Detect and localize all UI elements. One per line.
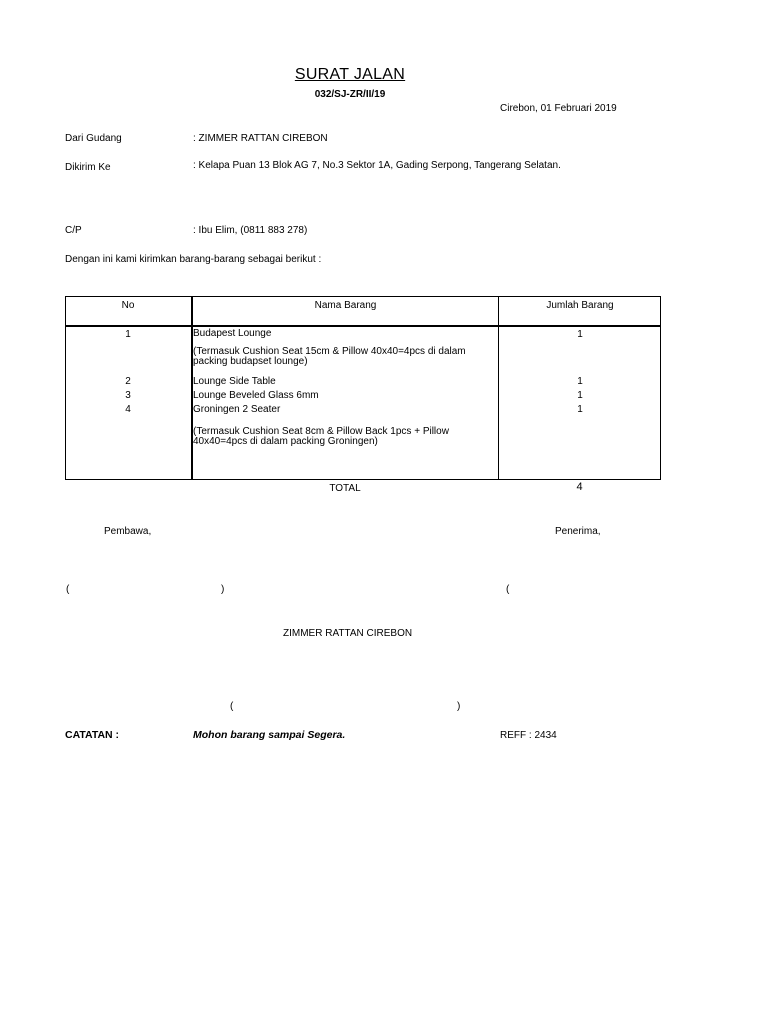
row-note: (Termasuk Cushion Seat 15cm & Pillow 40x40=4pcs di dalam packing budapset lounge) (193, 346, 466, 367)
row-qty: 1 (577, 376, 583, 387)
row-note: (Termasuk Cushion Seat 8cm & Pillow Back 1pcs + Pillow 40x40=4pcs di dalam packing Groningen) (193, 426, 449, 447)
to-value: : Kelapa Puan 13 Blok AG 7, No.3 Sektor 1A, Gading Serpong, Tangerang Selatan. (193, 160, 561, 171)
note-label: CATATAN : (65, 729, 120, 741)
receiver-label: Penerima, (555, 526, 601, 537)
company-sign-close: ) (457, 701, 461, 712)
note-text: Mohon barang sampai Segera. (193, 729, 346, 741)
total-label: TOTAL (329, 483, 361, 494)
sender-sign-close: ) (221, 584, 225, 595)
row-no: 1 (125, 329, 131, 340)
row-name: Lounge Side Table (193, 376, 276, 387)
company-name: ZIMMER RATTAN CIREBON (283, 628, 413, 639)
cp-label: C/P (65, 225, 82, 236)
intro-text: Dengan ini kami kirimkan barang-barang sebagai berikut : (65, 254, 322, 265)
row-name: Lounge Beveled Glass 6mm (193, 390, 319, 401)
row-qty: 1 (577, 329, 583, 340)
receiver-sign-open: ( (506, 584, 510, 595)
document-title: SURAT JALAN (294, 66, 406, 83)
items-table (65, 296, 661, 480)
header-no: No (121, 300, 135, 311)
document-number: 032/SJ-ZR/II/19 (314, 89, 386, 100)
row-name: Budapest Lounge (193, 328, 272, 339)
row-qty: 1 (577, 404, 583, 415)
sender-label: Pembawa, (104, 526, 152, 537)
header-name: Nama Barang (314, 300, 377, 311)
place-date: Cirebon, 01 Februari 2019 (500, 103, 617, 114)
row-no: 2 (125, 376, 131, 387)
row-qty: 1 (577, 390, 583, 401)
header-qty: Jumlah Barang (546, 300, 614, 311)
from-label: Dari Gudang (65, 133, 122, 144)
total-value: 4 (576, 481, 583, 493)
row-no: 4 (125, 404, 131, 415)
sender-sign-open: ( (66, 584, 70, 595)
cp-value: : Ibu Elim, (0811 883 278) (193, 225, 308, 236)
row-name: Groningen 2 Seater (193, 404, 281, 415)
row-no: 3 (125, 390, 131, 401)
reff-number: REFF : 2434 (500, 730, 557, 741)
to-label: Dikirim Ke (65, 162, 111, 173)
from-value: : ZIMMER RATTAN CIREBON (193, 133, 328, 144)
company-sign-open: ( (230, 701, 234, 712)
table-header-divider (66, 325, 660, 327)
